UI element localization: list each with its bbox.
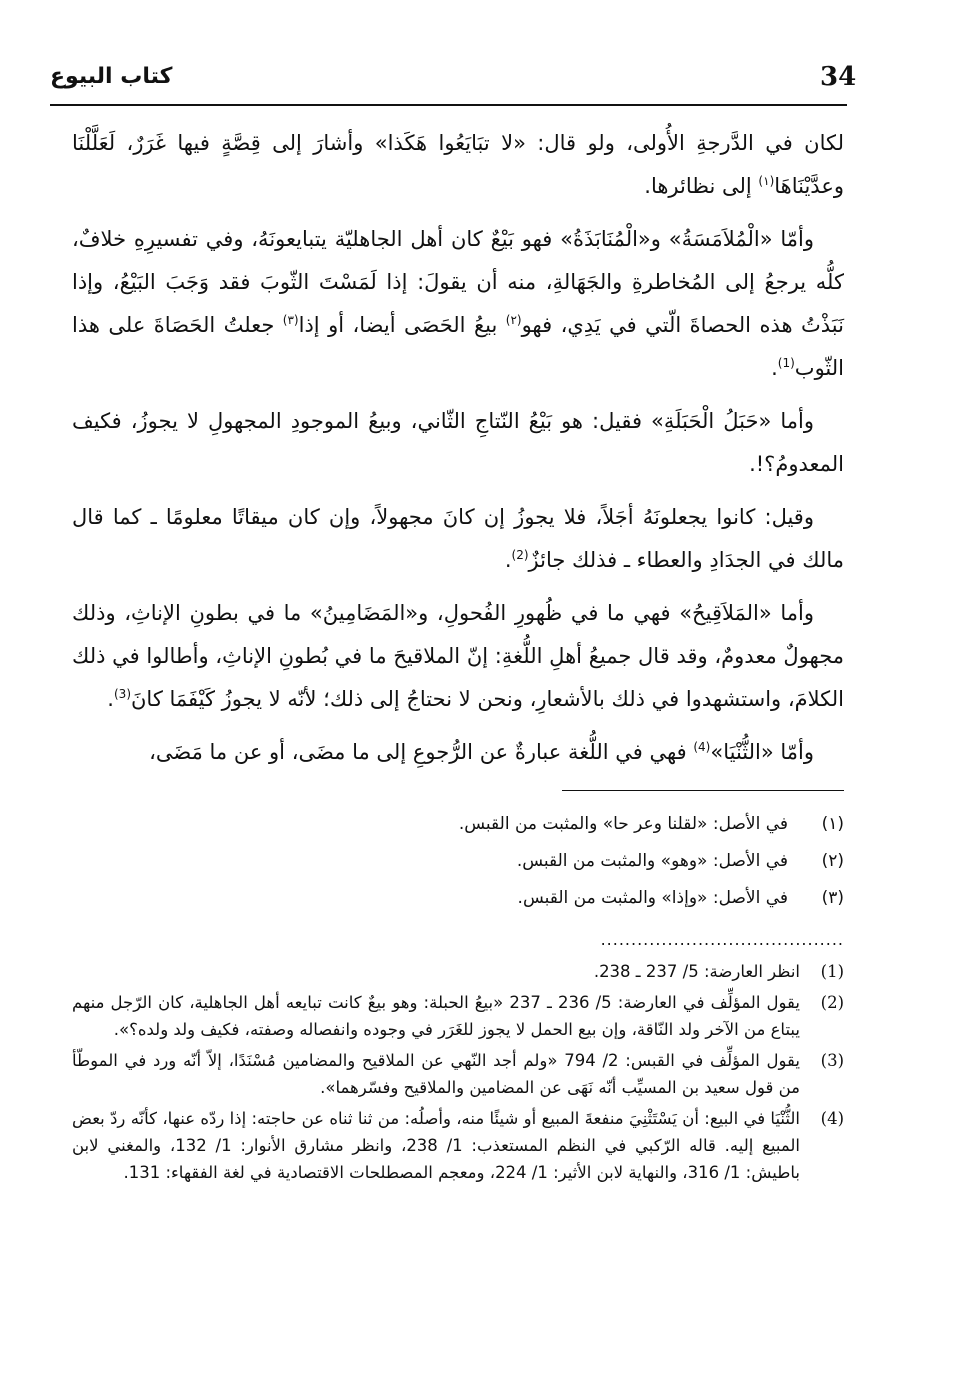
page-header — [50, 58, 857, 102]
footnote-text: في الأصل: «وإذا» والمثبت من القبس. — [517, 888, 788, 908]
footnote-item — [72, 843, 844, 880]
footnote-item — [72, 880, 844, 917]
footnote-mark: (2) — [511, 548, 529, 562]
footnote-mark: (٢) — [505, 313, 522, 327]
paragraph-6: وأمّا «الثُّنْيَا»$^{(4)}$ فهي في اللُّغة عبارةٌ عن الرُّجوعِ إلى ما مضَى، أو عن ما مَضَى، — [149, 740, 814, 764]
footnote-text: في الأصل: «لقلنا وعر حا» والمثبت من القبس. — [458, 814, 788, 834]
footnote-mark: (1) — [777, 356, 795, 370]
footnote-mark: (3) — [113, 687, 131, 701]
main-text — [72, 122, 844, 784]
footnote-item — [72, 958, 844, 985]
footnote-text: يقول المؤلِّف في العارضة: 5/ 236 ـ 237 «بيعُ الحبلة: وهو بيعٌ كانت تبايعه أهل الجاهلية، كان الرّجل منهم يبتاع من الآخر ولد النّاقة، وإن بيع الحمل لا يجوز للغَرَر في وجوده وانفصاله وصفته، فكيف ولد ولده؟». — [72, 993, 800, 1039]
footnote-rule — [562, 790, 844, 791]
commentary-footnotes — [72, 958, 844, 1190]
dotted-separator: ........................................ — [600, 930, 844, 949]
footnote-text: انظر العارضة: 5/ 237 ـ 238. — [593, 962, 800, 981]
footnote-item — [72, 806, 844, 843]
paragraph-3: وأما «حَبَلُ الْحَبَلَةِ» فقيل: هو بَيْعُ النّتاجِ الثّاني، وبيعُ الموجودِ المجهولِ لا يجوزُ، فكيف المعدومُ؟!. — [72, 409, 844, 476]
paragraph-2: وأمّا «الْمُلاَمَسَةُ» و«الْمُنَابَذَةُ» فهو بَيْعٌ كان أهل الجاهليّة يتبايعونَهُ، وفي تفسيرِهِ خلافٌ، كلُّه يرجعُ إلى المُخاطرةِ والجَهَالةِ، منه أن يقولَ: إذا لَمَسْتَ الثّوبَ فقد وَجَبَ البَيْعُ، وإذا نَبَذْتُ هذه الحصاةَ الّتي في يَدِي، فهو$^{(٢)}$ بيعُ الحَصَى أيضا، أو إذا$^{(٣)}$ جعلتُ الحَصَاةَ على هذا الثّوب$^{(1)}$. — [72, 227, 844, 380]
footnote-number: (2) — [820, 993, 844, 1012]
footnote-number: (1) — [820, 962, 844, 981]
footnote-text: الثُّنْيَا في البيع: أن يَسْتَثْنِيَ منفعةَ المبيع أو شيئًا منه، وأصلُه: من ثنا ثناه عن حاجته: إذا ردّه عنها، كأنّه ردّ بعض المبيع إليه. قاله الرّكبي في النظم المستعذب: 1/ 238، وانظر مشارق الأنوار: 1/ 132، والمغني لابن باطيش: 1/ 316، والنهاية لابن الأثير: 1/ 224، ومعجم المصطلحات الاقتصادية في لغة الفقهاء: 131. — [72, 1109, 800, 1182]
footnote-number: (٢) — [821, 851, 844, 871]
footnote-mark: (4) — [693, 740, 711, 754]
running-title: كتاب البيوع — [50, 64, 173, 89]
footnote-number: (3) — [820, 1051, 844, 1070]
footnote-item — [72, 1105, 844, 1186]
footnote-mark: (٣) — [282, 313, 299, 327]
footnote-text: في الأصل: «وهو» والمثبت من القبس. — [516, 851, 788, 871]
footnote-item — [72, 1047, 844, 1101]
footnote-number: (١) — [821, 814, 844, 834]
footnote-item — [72, 989, 844, 1043]
page-number: 34 — [820, 62, 857, 92]
footnote-mark: (١) — [758, 174, 775, 188]
apparatus-footnotes — [72, 806, 844, 917]
footnote-number: (٣) — [821, 888, 844, 908]
header-rule — [50, 104, 847, 106]
paragraph-5: وأما «المَلاَقِيحُ» فهي ما في ظُهورِ الفُحولِ، و«المَضَامِينُ» ما في بطونِ الإناثِ، وذلك مجهولٌ معدومٌ، وقد قال جميعُ أهلِ اللُّغةِ: إنّ الملاقيحَ ما في بُطونِ الإناثِ، وأطالوا في ذلك الكلامَ، واستشهدوا في ذلك بالأشعارِ، ونحن لا نحتاجُ إلى ذلك؛ لأنّه لا يجوزُ كَيْفَمَا كانَ$^{(3)}$. — [72, 601, 844, 711]
footnote-text: يقول المؤلِّف في القبس: 2/ 794 «ولم أجد النّهي عن الملاقيح والمضامين مُسْنَدًا، إلاّ أنّه ورد في الموطّأ من قول سعيد بن المسيِّب أنّه نَهَى عن المضامين والملاقيح وفسّرهما». — [72, 1051, 800, 1097]
paragraph-1: لكان في الدَّرجةِ الأُولى، ولو قال: «لا تبَايَعُوا هَكَذا» وأشارَ إلى قِصَّةٍ فيها غَرَرٌ، لَعَلَّلْنَا وعدَّيْنَاهَا$^{(١)}$ إلى نظائرها. — [72, 131, 844, 198]
paragraph-4: وقيل: كانوا يجعلونَهُ أجَلاً، فلا يجوزُ إن كانَ مجهولاً، وإن كان ميقاتًا معلومًا ـ كما قال مالك في الجدَادِ والعطاء ـ فذلك جائزٌ$^{(2)}$. — [72, 505, 844, 572]
footnote-number: (4) — [820, 1109, 844, 1128]
